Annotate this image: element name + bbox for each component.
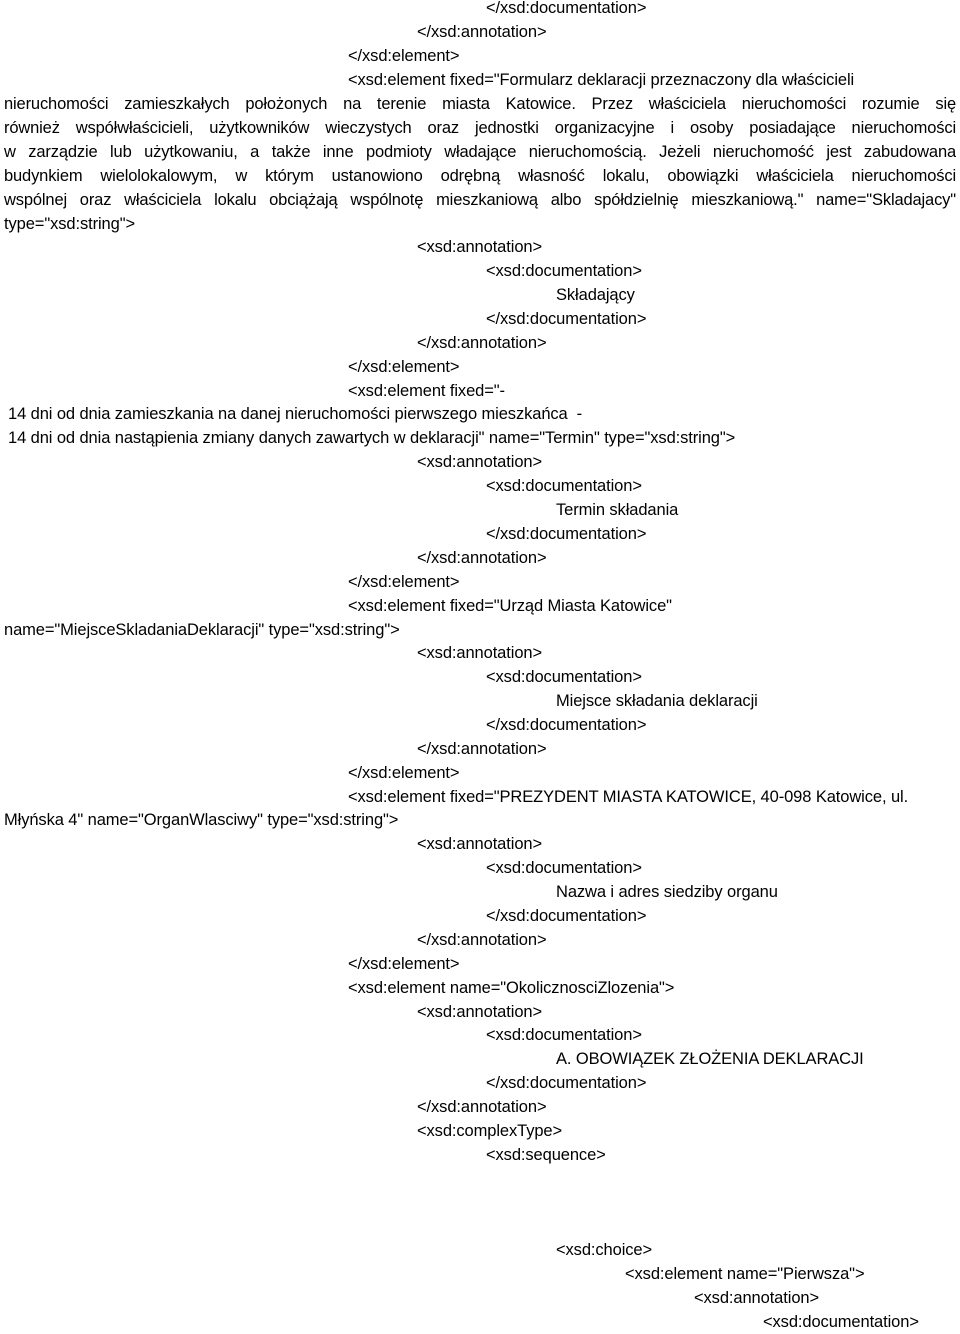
xsd-text-line: A. OBOWIĄZEK ZŁOŻENIA DEKLARACJI [556,1050,864,1068]
xsd-complextype-open-line: <xsd:complexType> [417,1122,563,1140]
xsd-annotation-open-line: <xsd:annotation> [417,238,543,256]
xsd-documentation-open-line: <xsd:documentation> [486,262,642,280]
xsd-annotation-open-line: <xsd:annotation> [417,644,543,662]
xsd-element-close-line: </xsd:element> [348,764,460,782]
xsd-choice-open-line: <xsd:choice> [556,1241,653,1259]
xsd-documentation-open-line: <xsd:documentation> [486,668,642,686]
xsd-documentation-close-line: </xsd:documentation> [486,716,647,734]
xsd-documentation-open-line: <xsd:documentation> [763,1313,919,1331]
xsd-element-open-line: <xsd:element fixed="- [348,382,505,400]
xsd-annotation-close-line: </xsd:annotation> [417,740,547,758]
xsd-element-close-line: </xsd:element> [348,358,460,376]
xsd-element-close-line: </xsd:element> [348,573,460,591]
xsd-element-open-line: <xsd:element name="Pierwsza"> [625,1265,865,1283]
xsd-text-line: budynkiem wielolokalowym, w którym ustanowiono odrębną własność lokalu, obowiązki właściciela nieruchomości [4,167,956,185]
xsd-text-line: Miejsce składania deklaracji [556,692,758,710]
xsd-sequence-open-line: <xsd:sequence> [486,1146,606,1164]
xsd-annotation-open-line: <xsd:annotation> [417,835,543,853]
xsd-annotation-close-line: </xsd:annotation> [417,549,547,567]
xsd-text-line: w zarządzie lub użytkowaniu, a także inne podmioty władające nieruchomością. Jeżeli nieruchomość jest zabudowana [4,143,956,161]
xsd-text-line: Termin składania [556,501,679,519]
xsd-text-line: name="MiejsceSkladaniaDeklaracji" type="xsd:string"> [4,621,400,639]
xsd-documentation-open-line: <xsd:documentation> [486,1026,642,1044]
xsd-documentation-close-line: </xsd:documentation> [486,525,647,543]
xsd-element-close-line: </xsd:element> [348,955,460,973]
xsd-text-line: nieruchomości zamieszkałych położonych na terenie miasta Katowice. Przez właściciela nieruchomości rozumie się [4,95,956,113]
xsd-documentation-close-line: </xsd:documentation> [486,1074,647,1092]
xsd-element-open-line: <xsd:element fixed="PREZYDENT MIASTA KATOWICE, 40-098 Katowice, ul. [348,788,909,806]
xsd-text-line: Nazwa i adres siedziby organu [556,883,778,901]
xsd-documentation-open-line: <xsd:documentation> [486,859,642,877]
xsd-documentation-close-line: </xsd:documentation> [486,310,647,328]
xsd-element-open-line: <xsd:element fixed="Urząd Miasta Katowice" [348,597,672,615]
xsd-documentation-close-line: </xsd:documentation> [486,0,647,17]
xsd-annotation-close-line: </xsd:annotation> [417,23,547,41]
xsd-annotation-open-line: <xsd:annotation> [694,1289,820,1307]
xsd-annotation-close-line: </xsd:annotation> [417,1098,547,1116]
xsd-element-open-line: <xsd:element fixed="Formularz deklaracji przeznaczony dla właścicieli [348,71,855,89]
xsd-documentation-open-line: <xsd:documentation> [486,477,642,495]
xsd-element-open-line: <xsd:element name="OkolicznosciZlozenia"> [348,979,675,997]
xsd-element-close-line: </xsd:element> [348,47,460,65]
xsd-text-line: wspólnej oraz właściciela lokalu obciążają wspólnotę mieszkaniową albo spółdzielnię mieszkaniową." name="Skladajacy" [4,191,956,209]
xsd-text-line: 14 dni od dnia zamieszkania na danej nieruchomości pierwszego mieszkańca - [8,405,582,423]
xsd-annotation-open-line: <xsd:annotation> [417,1003,543,1021]
xsd-annotation-close-line: </xsd:annotation> [417,334,547,352]
xsd-documentation-close-line: </xsd:documentation> [486,907,647,925]
xsd-annotation-open-line: <xsd:annotation> [417,453,543,471]
xsd-annotation-close-line: </xsd:annotation> [417,931,547,949]
xsd-text-line: Składający [556,286,635,304]
xsd-text-line: również współwłaścicieli, użytkowników wieczystych oraz jednostki organizacyjne i osoby posiadające nieruchomości [4,119,956,137]
xsd-text-line: Młyńska 4" name="OrganWlasciwy" type="xsd:string"> [4,811,399,829]
xsd-text-line: 14 dni od dnia nastąpienia zmiany danych zawartych w deklaracji" name="Termin" type="xsd:string"> [8,429,736,447]
xsd-text-line: type="xsd:string"> [4,215,135,233]
